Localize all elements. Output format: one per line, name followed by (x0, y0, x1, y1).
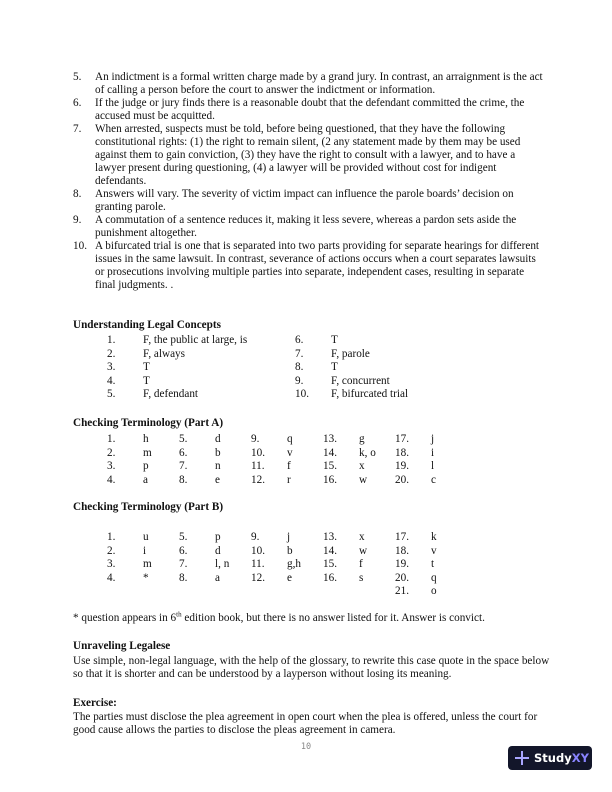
page-number: 10 (300, 742, 312, 752)
answer-cell: k, o (359, 446, 376, 459)
table-row (73, 433, 461, 447)
table-row (73, 558, 461, 572)
answer-cell: a (143, 473, 148, 486)
question-number: 2. (107, 347, 116, 360)
list-item (73, 214, 543, 240)
answer-cell: F, always (143, 347, 185, 360)
question-number: 1. (107, 433, 116, 445)
answer-cell: T (331, 334, 338, 346)
brand-logo-text (534, 752, 589, 765)
table-row (73, 531, 461, 545)
answer-cell: v (287, 446, 293, 459)
footnote-superscript: th (176, 610, 182, 619)
answer-cell: x (359, 531, 365, 543)
question-number: 9. (251, 433, 260, 445)
answer-cell: p (143, 460, 149, 473)
brand-name: Study (534, 750, 572, 765)
question-number: 20. (395, 571, 409, 584)
question-number: 17. (395, 433, 409, 445)
answer-cell: i (143, 544, 147, 557)
unraveling-instructions: Use simple, non-legal language, with the help of the glossary, to rewrite this case quote in the space below so that it is shorter and can be understood by a layperson without losing its meaning. (73, 655, 550, 680)
item-number: 5. (73, 71, 82, 83)
question-number: 4. (107, 571, 116, 584)
answer-cell: l, n (215, 558, 230, 571)
answer-cell: x (359, 460, 365, 473)
question-number: 2. (107, 544, 116, 557)
answer-cell (359, 585, 395, 599)
question-number: 8. (295, 361, 304, 374)
list-item (73, 240, 543, 292)
question-number: 9. (295, 374, 304, 387)
studyxy-badge[interactable] (508, 746, 592, 770)
understanding-answers-table (73, 334, 451, 402)
section-title-terminology-b: Checking Terminology (Part B) (73, 501, 224, 513)
question-number: 17. (395, 531, 409, 543)
footnote (73, 612, 553, 625)
answer-cell: F, bifurcated trial (331, 388, 409, 401)
section-title-exercise: Exercise: (73, 697, 117, 709)
question-number: 8. (179, 571, 188, 584)
question-number: 6. (295, 334, 304, 346)
table-row (73, 460, 461, 474)
answer-cell: s (359, 571, 364, 584)
item-text: If the judge or jury finds there is a reasonable doubt that the defendant committed the crime, the accused must be acquitted. (95, 97, 525, 122)
question-number: 20. (395, 473, 409, 486)
table-row (73, 361, 451, 375)
question-number: 1. (107, 334, 116, 346)
answer-cell: p (215, 531, 221, 543)
answer-cell: T (331, 361, 338, 374)
question-number (323, 585, 359, 599)
item-text: When arrested, suspects must be told, before being questioned, that they have the following constitutional rights: (1) the right to remain silent, (2 any statement made by them may be used against them to gain conviction, (3) they have the right to consult with a lawyer, and to have a lawyer present during questioning, (4) a lawyer will be provided without cost for indigent defendants. (95, 123, 521, 187)
terminology-a-answers-table (73, 433, 461, 487)
item-text: Answers will vary. The severity of victim impact can influence the parole boards’ decision on granting parole. (95, 188, 514, 213)
answer-cell: m (143, 558, 152, 571)
question-number: 12. (251, 571, 265, 584)
question-number: 5. (179, 531, 188, 543)
item-text: An indictment is a formal written charge made by a grand jury. In contrast, an arraignment is the act of calling a person before the court to answer the indictment or information. (95, 71, 543, 96)
answer-cell: b (215, 446, 221, 459)
answer-cell: * (143, 571, 149, 584)
item-text: A bifurcated trial is one that is separated into two parts providing for separate hearings for different issues in the same lawsuit. In contrast, severance of actions occurs when a court separates lawsuits or prosecutions involving multiple parties into separate, independent cases, resulting in separate final judgments. . (95, 240, 540, 291)
answer-cell: g (359, 433, 365, 445)
question-number: 10. (251, 446, 265, 459)
question-number: 15. (323, 558, 337, 571)
table-row (73, 348, 451, 362)
answer-cell: f (359, 558, 363, 571)
answer-cell: d (215, 544, 221, 557)
table-row (73, 447, 461, 461)
answer-cell: o (431, 585, 437, 598)
answer-cell: f (287, 460, 291, 473)
question-number: 1. (107, 531, 116, 543)
question-number: 5. (107, 388, 116, 401)
answer-cell: u (143, 531, 149, 543)
answer-cell: t (431, 558, 435, 571)
footnote-text-rest: edition book, but there is no answer listed for it. Answer is convict. (181, 612, 485, 624)
table-row (73, 474, 461, 488)
table-row (73, 572, 461, 586)
question-number: 6. (179, 446, 188, 459)
question-number: 2. (107, 446, 116, 459)
plus-icon (512, 746, 534, 770)
question-number (179, 585, 215, 599)
question-number: 18. (395, 446, 409, 459)
answer-cell (287, 585, 323, 599)
question-number: 16. (323, 473, 337, 486)
question-number: 7. (295, 347, 304, 360)
question-number: 21. (395, 585, 409, 598)
answer-cell: g,h (287, 558, 301, 571)
question-number: 16. (323, 571, 337, 584)
answer-cell: d (215, 433, 221, 445)
answer-cell: l (431, 460, 435, 473)
question-number: 11. (251, 558, 265, 571)
question-number: 11. (251, 460, 265, 473)
item-number: 6. (73, 97, 82, 109)
question-number: 3. (107, 460, 116, 473)
answer-cell: k (431, 531, 437, 543)
answer-cell: w (359, 544, 368, 557)
answer-cell: e (287, 571, 292, 584)
answer-cell: b (287, 544, 293, 557)
table-row (73, 375, 451, 389)
list-item (73, 188, 543, 214)
table-row (73, 334, 451, 348)
question-number: 6. (179, 544, 188, 557)
list-item (73, 97, 543, 123)
question-number: 14. (323, 544, 337, 557)
item-number: 10. (73, 240, 87, 252)
answer-cell: a (215, 571, 220, 584)
question-number: 10. (251, 544, 265, 557)
question-number: 9. (251, 531, 260, 543)
answer-cell: T (143, 361, 150, 374)
exercise-text: The parties must disclose the plea agreement in open court when the plea is offered, unless the court for good cause allows the parties to disclose the pleas agreement in camera. (73, 711, 538, 736)
question-number: 18. (395, 544, 409, 557)
question-number: 14. (323, 446, 337, 459)
answer-cell: h (143, 433, 149, 445)
list-item (73, 71, 543, 97)
table-row (73, 388, 451, 402)
answer-cell: q (431, 571, 437, 584)
item-text: A commutation of a sentence reduces it, making it less severe, whereas a pardon sets aside the punishment altogether. (95, 214, 517, 239)
answer-cell: m (143, 446, 152, 459)
answer-cell: j (431, 433, 435, 445)
footnote-text: * question appears in 6 (73, 612, 177, 624)
question-number: 15. (323, 460, 337, 473)
question-number: 4. (107, 374, 116, 387)
answer-cell: v (431, 544, 437, 557)
answer-cell: j (287, 531, 291, 543)
question-number (107, 585, 143, 599)
answer-cell: q (287, 433, 293, 445)
section-title-unraveling: Unraveling Legalese (73, 640, 171, 652)
question-number: 3. (107, 558, 116, 571)
question-number: 3. (107, 361, 116, 374)
question-number (251, 585, 287, 599)
table-row (73, 585, 461, 599)
question-number: 13. (323, 433, 337, 445)
table-row (73, 545, 461, 559)
brand-accent: XY (571, 750, 589, 765)
list-item (73, 123, 543, 188)
question-number: 13. (323, 531, 337, 543)
answer-cell: F, defendant (143, 388, 199, 401)
answer-cell: n (215, 460, 221, 473)
question-number: 7. (179, 558, 188, 571)
question-number: 19. (395, 558, 409, 571)
question-number: 10. (295, 388, 309, 401)
answer-cell: F, concurrent (331, 374, 390, 387)
item-number: 7. (73, 123, 82, 135)
question-number: 12. (251, 473, 265, 486)
answer-cell: r (287, 473, 291, 486)
question-number: 7. (179, 460, 188, 473)
item-number: 8. (73, 188, 82, 200)
terminology-b-answers-table (73, 531, 461, 599)
question-number: 4. (107, 473, 116, 486)
answer-cell: w (359, 473, 368, 486)
numbered-answers-list (73, 71, 543, 292)
answer-cell (143, 585, 179, 599)
item-number: 9. (73, 214, 82, 226)
answer-cell: F, parole (331, 347, 370, 360)
question-number: 5. (179, 433, 188, 445)
question-number: 19. (395, 460, 409, 473)
question-number: 8. (179, 473, 188, 486)
answer-cell: c (431, 473, 436, 486)
answer-cell: F, the public at large, is (143, 334, 248, 346)
answer-cell: i (431, 446, 435, 459)
answer-cell: T (143, 374, 150, 387)
answer-cell: e (215, 473, 220, 486)
section-title-terminology-a: Checking Terminology (Part A) (73, 417, 224, 429)
section-title-understanding: Understanding Legal Concepts (73, 319, 221, 331)
answer-cell (215, 585, 251, 599)
